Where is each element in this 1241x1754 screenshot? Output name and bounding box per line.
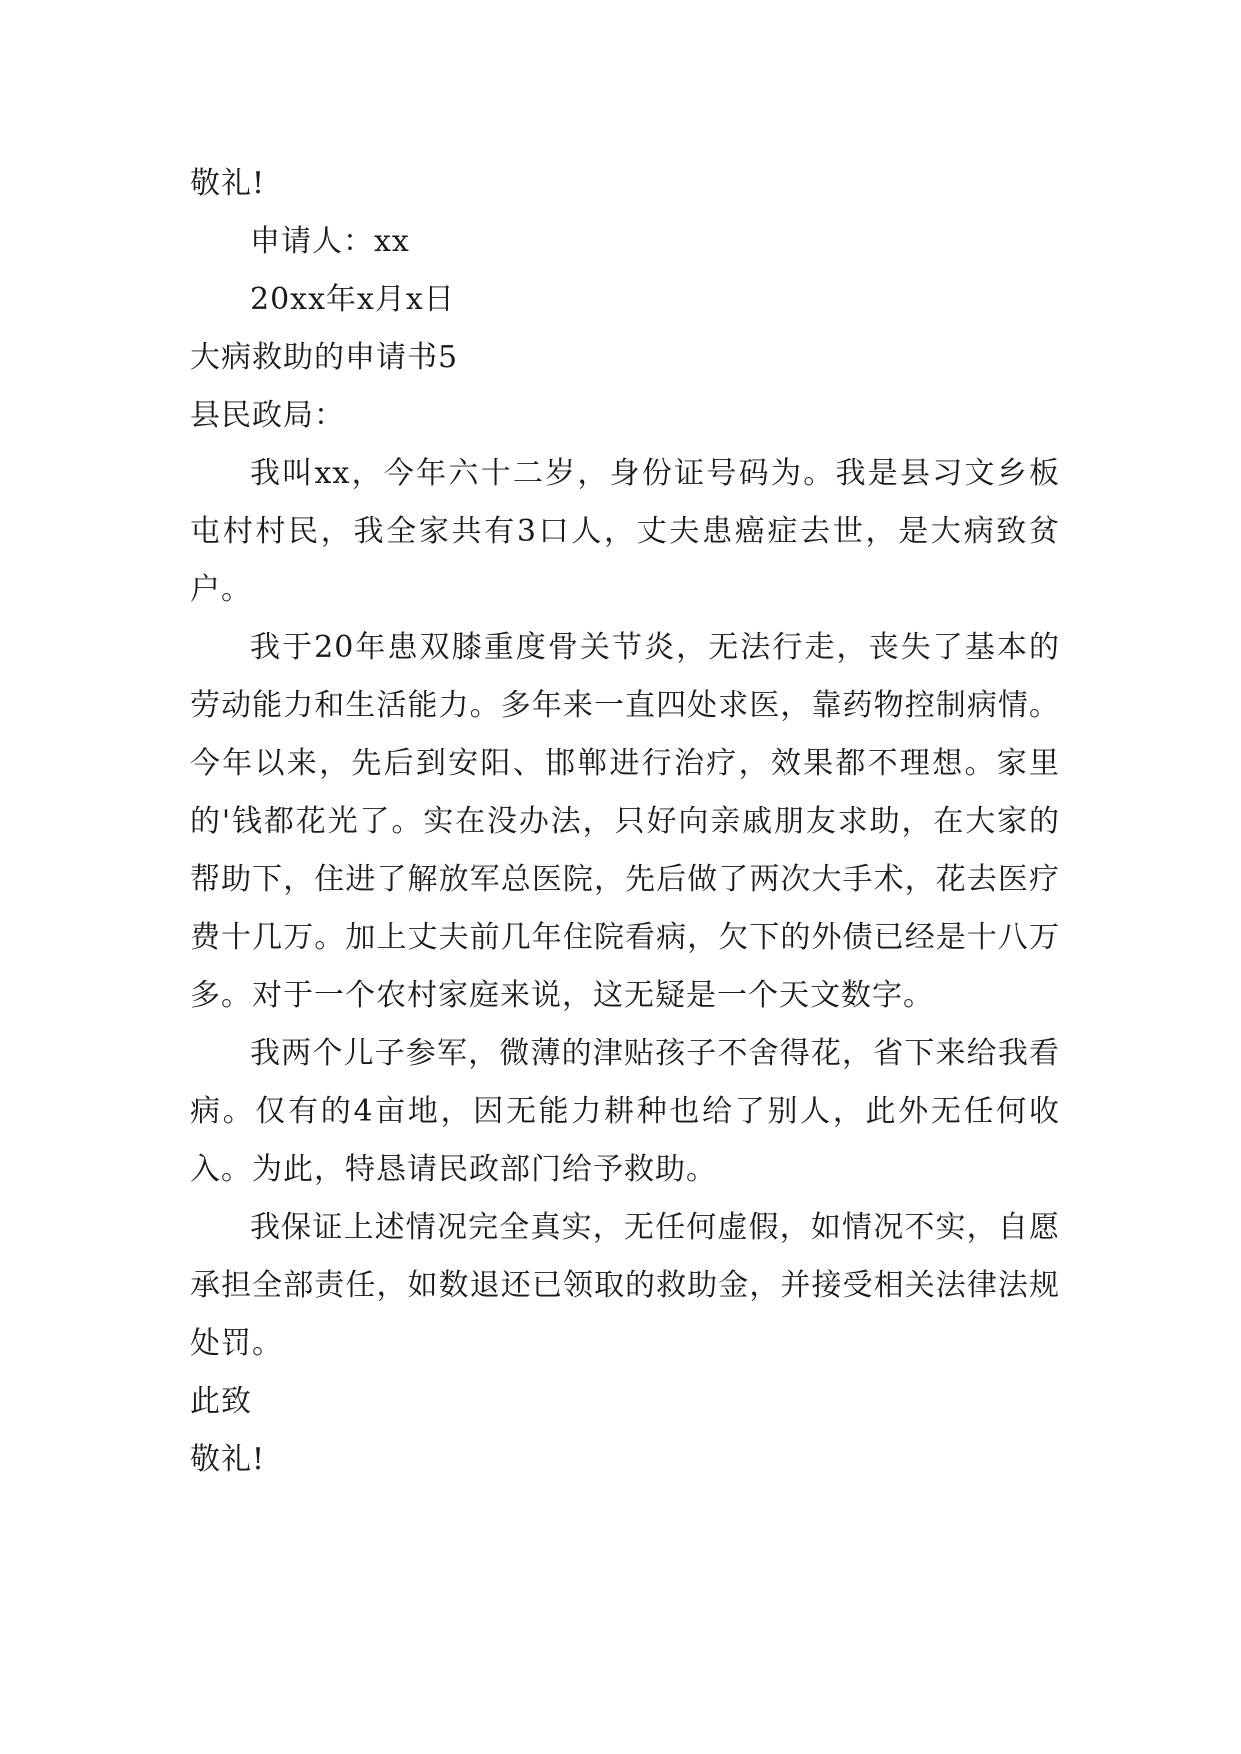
letter-title: 大病救助的申请书5 [190, 340, 459, 375]
previous-applicant: 申请人：xx [250, 224, 410, 259]
previous-date: 20xx年x月x日 [250, 282, 455, 317]
paragraph-illness: 我于20年患双膝重度骨关节炎，无法行走，丧失了基本的劳动能力和生活能力。多年来一直四处求医，靠药物控制病情。今年以来，先后到安阳、邯郸进行治疗，效果都不理想。家里的'钱都花光了。实在没办法，只好向亲戚朋友求助，在大家的帮助下，住进了解放军总医院，先后做了两次大手术，花去医疗费十几万。加上丈夫前几年住院看病，欠下的外债已经是十八万多。对于一个农村家庭来说，这无疑是一个天文数字。 [190, 630, 1060, 1013]
previous-closing: 敬礼! [190, 166, 266, 201]
closing-line-1: 此致 [190, 1384, 252, 1419]
paragraph-income: 我两个儿子参军，微薄的津贴孩子不舍得花，省下来给我看病。仅有的4亩地，因无能力耕种也给了别人，此外无任何收入。为此，特恳请民政部门给予救助。 [190, 1036, 1060, 1187]
closing-line-2: 敬礼! [190, 1442, 266, 1477]
salutation: 县民政局： [190, 398, 345, 433]
letter-body [190, 155, 1060, 1489]
paragraph-intro: 我叫xx，今年六十二岁，身份证号码为。我是县习文乡板屯村村民，我全家共有3口人，丈夫患癌症去世，是大病致贫户。 [190, 456, 1060, 607]
paragraph-guarantee: 我保证上述情况完全真实，无任何虚假，如情况不实，自愿承担全部责任，如数退还已领取的救助金，并接受相关法律法规处罚。 [190, 1210, 1060, 1361]
